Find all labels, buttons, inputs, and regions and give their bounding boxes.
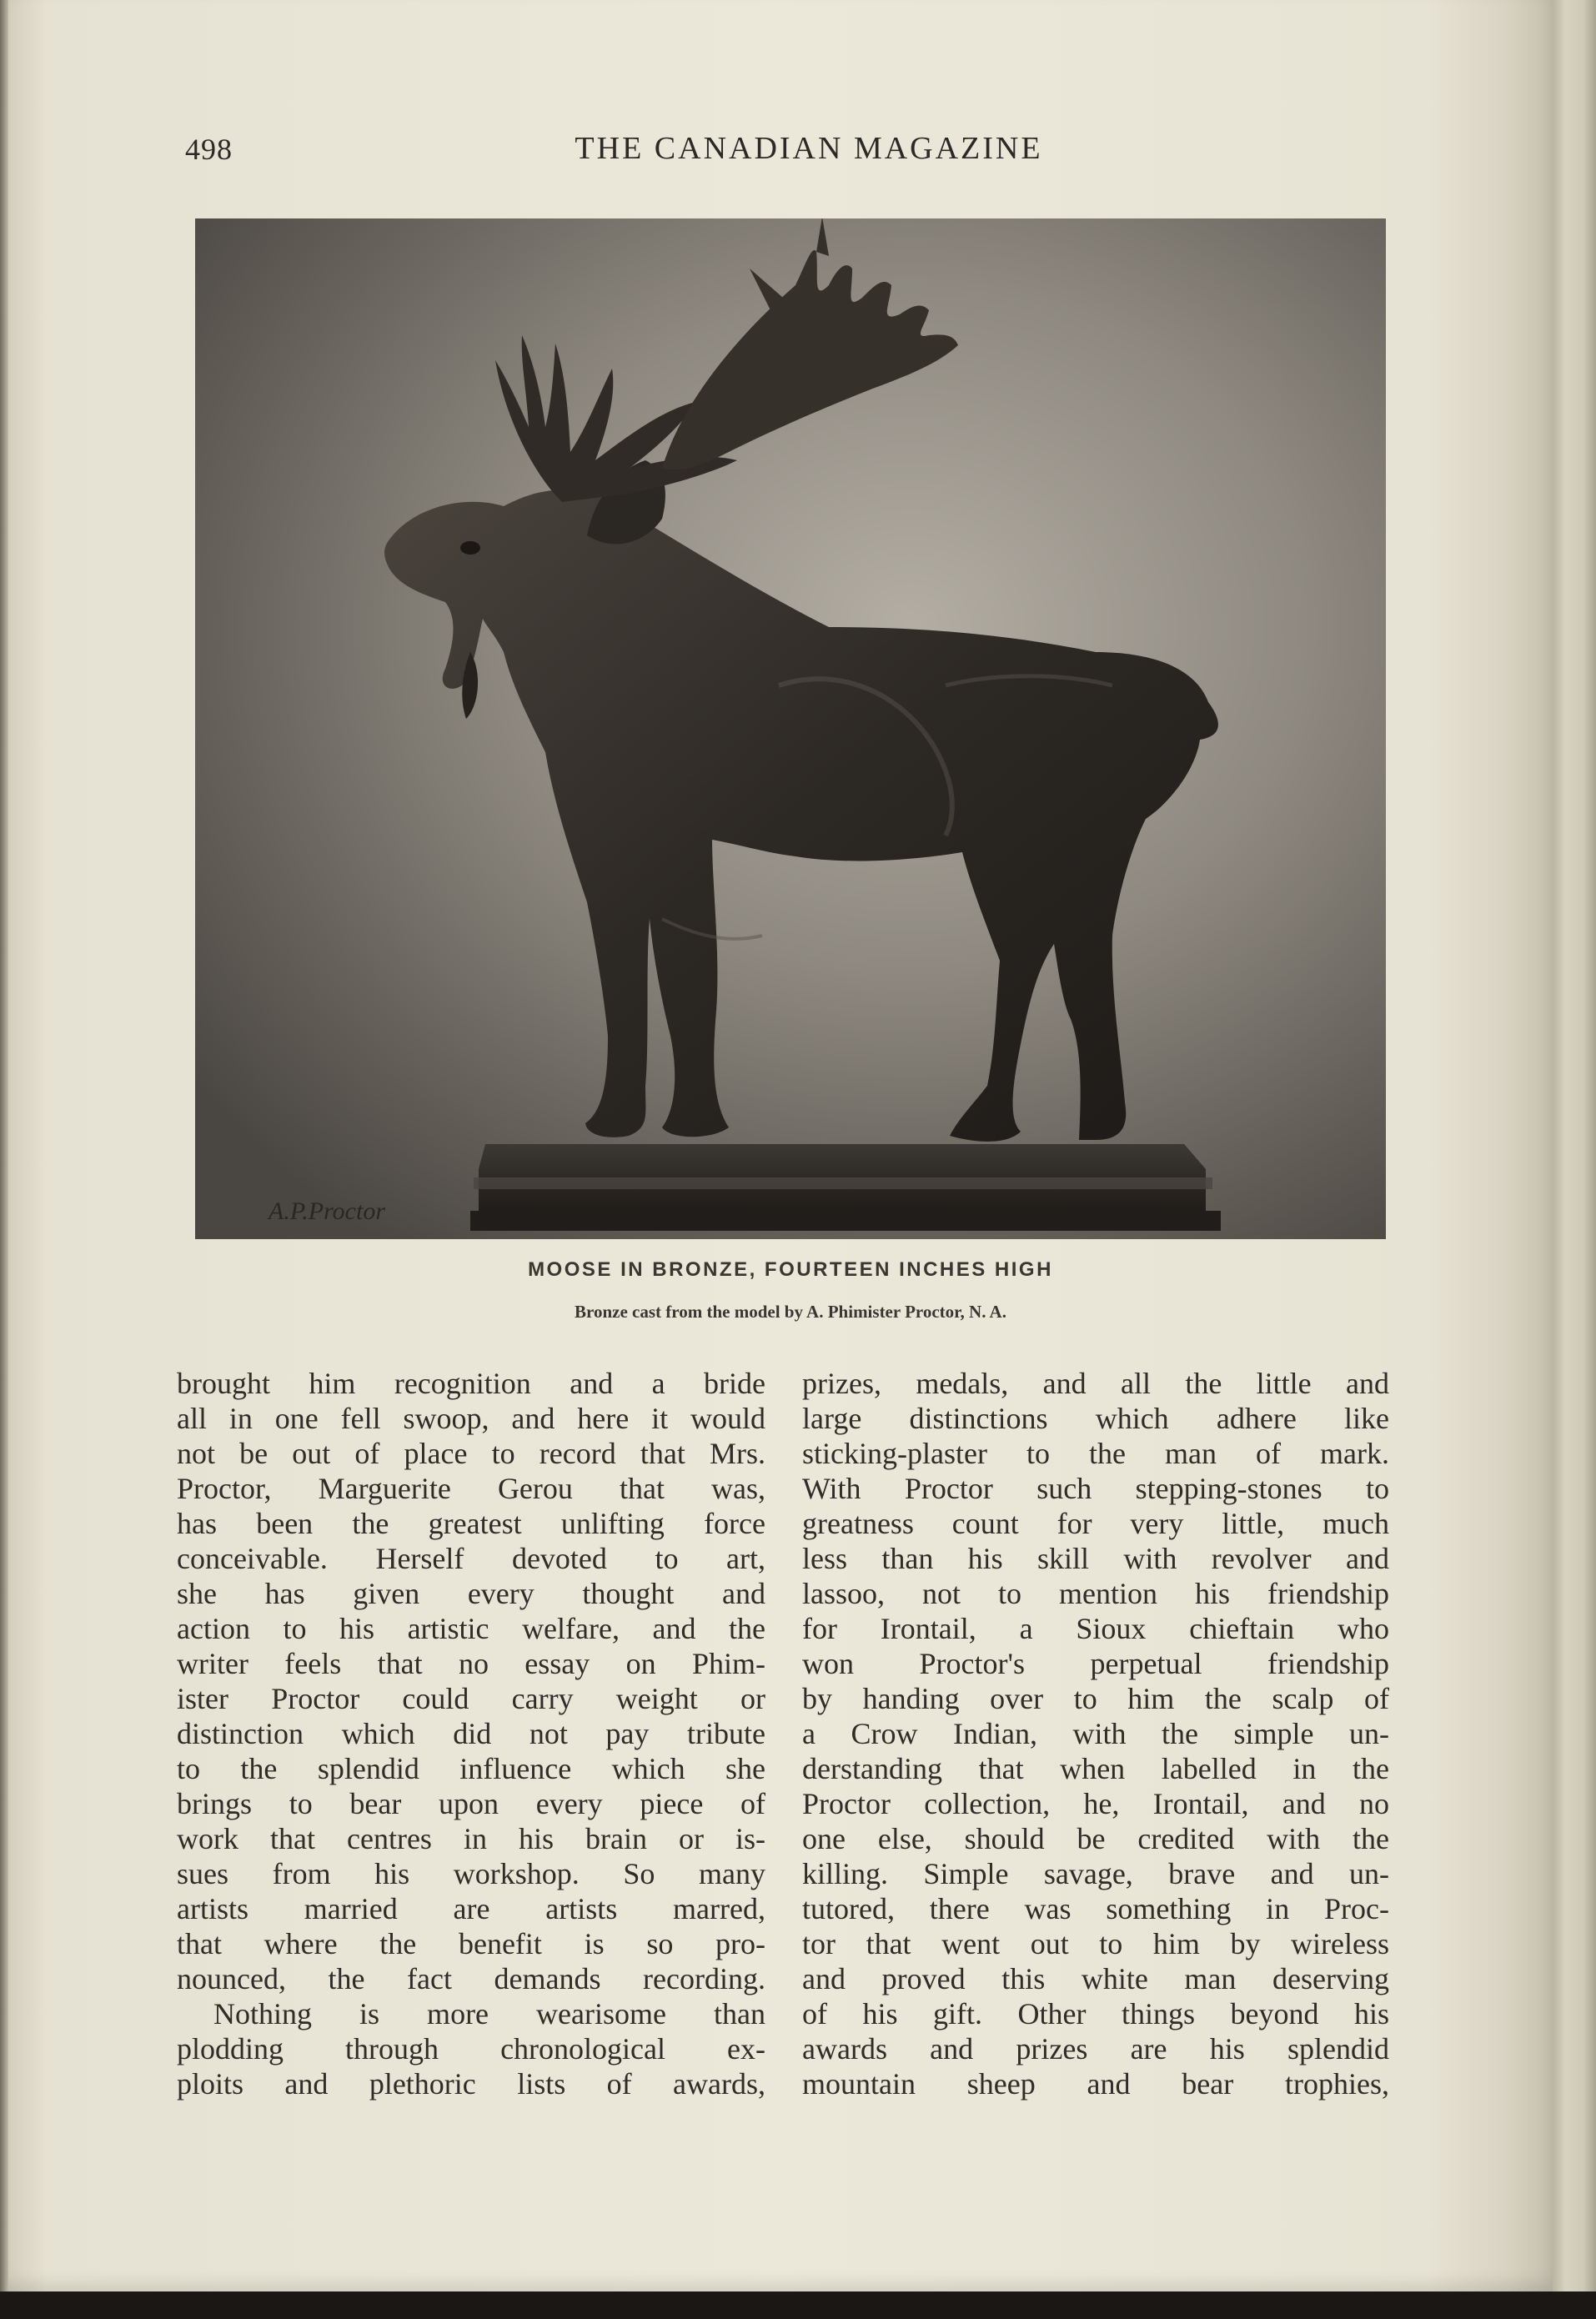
text-line: tutored, there was something in Proc- — [802, 1892, 1389, 1925]
text-line: not be out of place to record that Mrs. — [177, 1437, 765, 1470]
magazine-title: THE CANADIAN MAGAZINE — [575, 131, 1043, 166]
text-line: of his gift. Other things beyond his — [802, 1997, 1389, 2030]
body-column-left — [177, 1366, 765, 2101]
text-line: ister Proctor could carry weight or — [177, 1682, 765, 1715]
text-line: that where the benefit is so pro- — [177, 1927, 765, 1960]
text-line: all in one fell swoop, and here it would — [177, 1402, 765, 1435]
figure-caption-title: MOOSE IN BRONZE, FOURTEEN INCHES HIGH — [528, 1258, 1053, 1281]
text-line: less than his skill with revolver and — [802, 1542, 1389, 1575]
text-line: awards and prizes are his splendid — [802, 2032, 1389, 2066]
text-line: nounced, the fact demands recording. — [177, 1962, 765, 1995]
text-line: prizes, medals, and all the little and — [802, 1367, 1389, 1400]
text-line: ploits and plethoric lists of awards, — [177, 2067, 765, 2101]
text-line: artists married are artists marred, — [177, 1892, 765, 1925]
text-line: derstanding that when labelled in the — [802, 1752, 1389, 1785]
text-line: writer feels that no essay on Phim- — [177, 1647, 765, 1680]
text-line: for Irontail, a Sioux chieftain who — [802, 1612, 1389, 1645]
binding-edge — [0, 0, 8, 2291]
moose-bronze-photograph — [195, 218, 1386, 1239]
text-line: sues from his workshop. So many — [177, 1857, 765, 1890]
text-line: conceivable. Herself devoted to art, — [177, 1542, 765, 1575]
scan-background — [0, 2291, 1596, 2319]
text-line: brought him recognition and a bride — [177, 1367, 765, 1400]
text-line: distinction which did not pay tribute — [177, 1717, 765, 1750]
text-line: she has given every thought and — [177, 1577, 765, 1610]
text-line-paragraph-start: Nothing is more wearisome than — [213, 1997, 765, 2030]
text-line: to the splendid influence which she — [177, 1752, 765, 1785]
text-line: Proctor collection, he, Irontail, and no — [802, 1787, 1389, 1820]
text-line: action to his artistic welfare, and the — [177, 1612, 765, 1645]
running-head — [0, 127, 1596, 177]
text-line: a Crow Indian, with the simple un- — [802, 1717, 1389, 1750]
text-line: and proved this white man deserving — [802, 1962, 1389, 1995]
page-number: 498 — [185, 133, 233, 166]
moose-sculpture-illustration — [195, 218, 1386, 1239]
facing-page-edge — [1553, 0, 1596, 2291]
body-column-right — [802, 1366, 1389, 2101]
text-line: work that centres in his brain or is- — [177, 1822, 765, 1855]
text-line: plodding through chronological ex- — [177, 2032, 765, 2066]
text-line: large distinctions which adhere like — [802, 1402, 1389, 1435]
text-line: one else, should be credited with the — [802, 1822, 1389, 1855]
text-line: tor that went out to him by wireless — [802, 1927, 1389, 1960]
text-line: greatness count for very little, much — [802, 1507, 1389, 1540]
text-line: mountain sheep and bear trophies, — [802, 2067, 1389, 2101]
text-line: killing. Simple savage, brave and un- — [802, 1857, 1389, 1890]
pedestal-base — [470, 1144, 1221, 1231]
text-line: won Proctor's perpetual friendship — [802, 1647, 1389, 1680]
sculptor-signature: A.P.Proctor — [269, 1197, 385, 1225]
text-line: has been the greatest unlifting force — [177, 1507, 765, 1540]
text-line: sticking-plaster to the man of mark. — [802, 1437, 1389, 1470]
text-line: With Proctor such stepping-stones to — [802, 1472, 1389, 1505]
text-line: lassoo, not to mention his friendship — [802, 1577, 1389, 1610]
text-line: by handing over to him the scalp of — [802, 1682, 1389, 1715]
figure-caption-credit: Bronze cast from the model by A. Phimister Proctor, N. A. — [575, 1302, 1006, 1322]
text-line: Proctor, Marguerite Gerou that was, — [177, 1472, 765, 1505]
text-line: brings to bear upon every piece of — [177, 1787, 765, 1820]
